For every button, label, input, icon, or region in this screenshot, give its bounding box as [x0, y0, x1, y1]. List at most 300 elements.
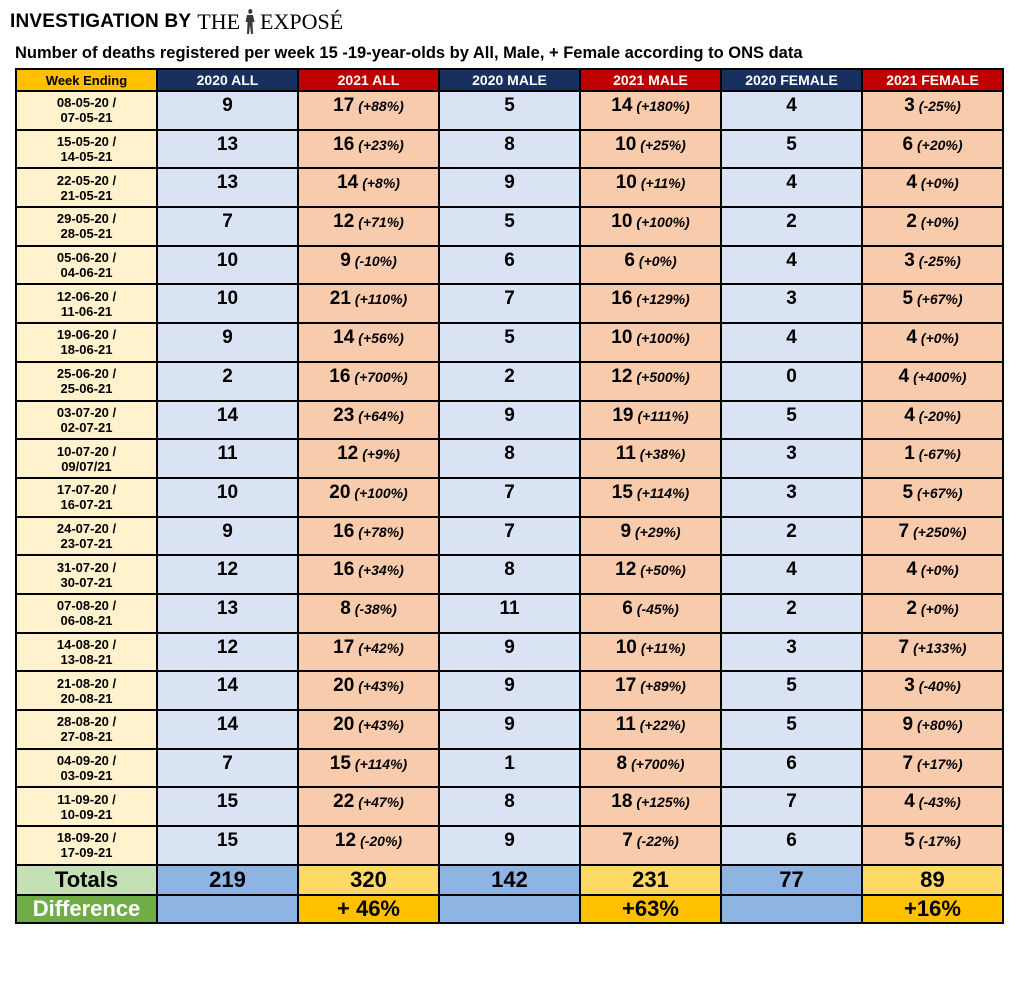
value-2021-male-change: (+700%)	[631, 755, 685, 772]
value-2021-male-change: (+500%)	[636, 368, 690, 385]
week-2020: 21-08-20 /	[56, 675, 117, 691]
value-2021-female-change: (+0%)	[920, 214, 959, 231]
table-row	[16, 439, 1003, 478]
week-2020: 19-06-20 /	[56, 327, 117, 343]
value-2021-female-change: (+20%)	[917, 136, 963, 153]
value-2021-male-change: (+89%)	[640, 678, 686, 695]
value-2020-all: 9	[222, 95, 233, 116]
week-2021: 14-05-21	[60, 149, 113, 165]
value-2021-all: 16	[333, 133, 355, 155]
value-2020-all-cell	[157, 787, 298, 826]
value-2021-male-cell	[580, 710, 721, 749]
value-2021-male-cell	[580, 826, 721, 865]
value-2021-female-cell	[862, 749, 1003, 788]
value-2020-male-cell	[439, 594, 580, 633]
value-2021-male-cell	[580, 671, 721, 710]
value-2021-male-cell	[580, 439, 721, 478]
week-2021: 07-05-21	[60, 110, 113, 126]
value-2020-male: 9	[504, 830, 515, 852]
week-2021: 03-09-21	[60, 768, 113, 784]
value-2021-male: 17	[615, 675, 637, 697]
value-2020-all-cell	[157, 671, 298, 710]
value-2021-female: 7	[898, 520, 910, 542]
value-2021-male-cell	[580, 362, 721, 401]
value-2021-all-cell	[298, 826, 439, 865]
value-2021-all: 12	[337, 443, 359, 465]
value-2020-female-cell	[721, 671, 862, 710]
brand-right: EXPOSÉ	[260, 9, 344, 34]
value-2021-male: 11	[615, 443, 636, 465]
total-2020-all: 219	[157, 865, 298, 895]
value-2021-female: 3	[904, 249, 915, 271]
value-2021-female-change: (+400%)	[913, 368, 967, 385]
value-2020-all: 9	[222, 327, 233, 349]
value-2020-male: 9	[504, 172, 515, 194]
value-2021-male-cell	[580, 323, 721, 362]
brand-left: THE	[197, 9, 241, 34]
value-2021-female: 4	[904, 791, 915, 813]
difference-2020-all	[157, 895, 298, 923]
value-2020-all-cell	[157, 439, 298, 478]
value-2021-male-cell	[580, 633, 721, 672]
value-2021-female: 2	[906, 211, 917, 233]
difference-label: Difference	[16, 895, 157, 923]
week-2020: 15-05-20 /	[56, 134, 117, 150]
total-2020-female: 77	[721, 865, 862, 895]
value-2021-female-cell	[862, 323, 1003, 362]
week-2020: 08-05-20 /	[56, 95, 117, 111]
value-2020-male-cell	[439, 710, 580, 749]
table-row	[16, 246, 1003, 285]
value-2021-female-cell	[862, 517, 1003, 556]
value-2020-male: 9	[504, 404, 515, 426]
col-header-week-ending: Week Ending	[16, 69, 157, 91]
value-2021-male: 10	[615, 133, 637, 155]
value-2020-female-cell	[721, 401, 862, 440]
value-2020-male-cell	[439, 401, 580, 440]
investigation-label: INVESTIGATION BY	[10, 11, 192, 32]
value-2021-female-cell	[862, 555, 1003, 594]
value-2021-male: 12	[611, 365, 633, 387]
value-2021-female: 5	[902, 288, 914, 310]
value-2021-all-cell	[298, 671, 439, 710]
value-2021-female-change: (+80%)	[917, 717, 963, 733]
value-2020-male-cell	[439, 246, 580, 285]
value-2020-all-cell	[157, 207, 298, 246]
value-2021-female-cell	[862, 130, 1003, 169]
table-row	[16, 826, 1003, 865]
week-ending-cell	[16, 555, 157, 594]
value-2021-all-cell	[298, 323, 439, 362]
difference-row	[16, 895, 1003, 923]
value-2020-female: 0	[786, 365, 797, 387]
value-2020-male: 8	[504, 443, 515, 465]
value-2020-female: 2	[786, 597, 797, 619]
value-2021-all-change: (+34%)	[358, 562, 404, 579]
value-2020-female-cell	[721, 749, 862, 788]
value-2020-female: 4	[786, 249, 797, 271]
value-2020-male: 5	[504, 327, 515, 349]
value-2020-female: 4	[786, 327, 797, 349]
week-2021: 28-05-21	[60, 226, 113, 242]
value-2020-all: 12	[216, 636, 239, 658]
value-2020-female: 2	[786, 211, 797, 233]
value-2020-all: 15	[216, 830, 239, 852]
week-ending-cell	[16, 826, 157, 865]
value-2020-male: 8	[504, 791, 515, 813]
value-2021-male-cell	[580, 787, 721, 826]
value-2021-male-change: (+11%)	[640, 175, 686, 192]
week-2020: 05-06-20 /	[56, 250, 117, 266]
value-2021-female-change: (-25%)	[918, 98, 961, 114]
week-2020: 31-07-20 /	[56, 559, 117, 575]
value-2021-male-change: (+100%)	[636, 214, 690, 231]
figure-icon	[241, 8, 259, 36]
value-2021-all-cell	[298, 594, 439, 633]
value-2021-female-change: (+250%)	[913, 523, 967, 540]
week-2020: 18-09-20 /	[56, 830, 117, 846]
value-2021-all-cell	[298, 633, 439, 672]
value-2021-all-change: (+700%)	[354, 368, 408, 385]
total-2021-all: 320	[298, 865, 439, 895]
value-2020-all: 15	[216, 791, 239, 813]
value-2021-all: 8	[340, 597, 351, 619]
value-2020-female: 6	[786, 752, 797, 774]
value-2020-all: 14	[216, 714, 239, 735]
value-2020-female: 5	[786, 133, 797, 155]
value-2021-all: 20	[329, 481, 351, 503]
week-ending-cell	[16, 246, 157, 285]
week-2021: 25-06-21	[60, 381, 113, 397]
value-2020-female: 2	[786, 520, 797, 542]
value-2021-male: 7	[622, 830, 633, 852]
value-2020-male-cell	[439, 517, 580, 556]
value-2021-female: 5	[902, 481, 914, 503]
value-2021-male-change: (+129%)	[636, 291, 690, 308]
value-2021-male: 8	[616, 752, 628, 774]
week-2021: 27-08-21	[60, 729, 113, 745]
value-2020-female-cell	[721, 207, 862, 246]
value-2020-female-cell	[721, 633, 862, 672]
value-2021-female-change: (+0%)	[920, 175, 959, 192]
value-2021-male: 10	[611, 211, 633, 233]
week-ending-cell	[16, 91, 157, 130]
value-2020-male: 7	[504, 520, 515, 542]
value-2021-male-change: (+22%)	[639, 717, 686, 733]
value-2020-all-cell	[157, 478, 298, 517]
week-ending-cell	[16, 439, 157, 478]
value-2020-male-cell	[439, 633, 580, 672]
value-2020-male-cell	[439, 826, 580, 865]
value-2021-male: 6	[624, 249, 635, 271]
value-2021-male-cell	[580, 168, 721, 207]
week-ending-cell	[16, 130, 157, 169]
value-2020-male: 2	[504, 365, 515, 387]
value-2020-female-cell	[721, 478, 862, 517]
value-2021-female-cell	[862, 246, 1003, 285]
value-2021-all-change: (+71%)	[358, 214, 404, 231]
value-2021-female-cell	[862, 633, 1003, 672]
value-2020-female-cell	[721, 439, 862, 478]
value-2021-all-change: (+114%)	[354, 755, 408, 772]
value-2021-all-change: (+47%)	[358, 794, 404, 811]
value-2020-all-cell	[157, 555, 298, 594]
value-2020-female: 3	[786, 288, 797, 310]
value-2021-male-cell	[580, 478, 721, 517]
col-header-2021-female: 2021 FEMALE	[862, 69, 1003, 91]
value-2020-all: 2	[222, 365, 233, 387]
value-2021-male-cell	[580, 594, 721, 633]
value-2021-male-cell	[580, 749, 721, 788]
value-2020-all: 13	[216, 133, 239, 155]
value-2021-female-change: (+133%)	[913, 639, 967, 656]
week-2021: 11-06-21	[60, 303, 113, 319]
value-2021-all: 16	[329, 365, 351, 387]
value-2020-female-cell	[721, 130, 862, 169]
week-2021: 21-05-21	[60, 187, 113, 203]
value-2020-female: 5	[786, 675, 797, 697]
value-2020-male: 11	[499, 597, 520, 619]
table-row	[16, 168, 1003, 207]
week-2020: 12-06-20 /	[56, 288, 117, 304]
value-2021-male: 12	[615, 559, 637, 581]
week-2020: 28-08-20 /	[56, 714, 117, 730]
value-2021-male-change: (+50%)	[640, 562, 686, 579]
page-header	[10, 4, 343, 40]
week-2021: 13-08-21	[60, 651, 113, 667]
value-2021-female-cell	[862, 168, 1003, 207]
value-2020-female-cell	[721, 246, 862, 285]
value-2021-all-cell	[298, 168, 439, 207]
table-title: Number of deaths registered per week 15 -19-year-olds by All, Male, + Female according to ONS data	[15, 44, 803, 62]
value-2020-all-cell	[157, 362, 298, 401]
week-ending-cell	[16, 207, 157, 246]
value-2020-all-cell	[157, 749, 298, 788]
week-2021: 09/07/21	[61, 458, 112, 474]
week-ending-cell	[16, 594, 157, 633]
value-2020-male-cell	[439, 284, 580, 323]
value-2021-female-cell	[862, 826, 1003, 865]
value-2021-female-change: (-20%)	[918, 407, 961, 424]
value-2020-all-cell	[157, 323, 298, 362]
value-2020-female-cell	[721, 91, 862, 130]
value-2021-male: 15	[611, 481, 633, 503]
table-row	[16, 207, 1003, 246]
total-2021-male: 231	[580, 865, 721, 895]
value-2021-male-change: (+114%)	[636, 484, 690, 501]
value-2021-all-change: (+56%)	[358, 330, 404, 347]
value-2021-all-cell	[298, 362, 439, 401]
value-2021-female-cell	[862, 439, 1003, 478]
value-2021-all-change: (+9%)	[362, 446, 400, 463]
value-2021-male-cell	[580, 91, 721, 130]
value-2020-all-cell	[157, 633, 298, 672]
value-2021-male: 10	[615, 636, 637, 658]
value-2020-male-cell	[439, 478, 580, 517]
week-2020: 17-07-20 /	[56, 482, 117, 498]
value-2021-female-change: (+17%)	[917, 755, 963, 772]
value-2021-male-change: (+125%)	[636, 794, 690, 811]
value-2021-female-cell	[862, 671, 1003, 710]
value-2021-male: 19	[612, 404, 634, 426]
value-2021-male-cell	[580, 284, 721, 323]
value-2021-female-change: (-67%)	[918, 446, 961, 463]
value-2020-male-cell	[439, 787, 580, 826]
value-2021-male: 10	[615, 172, 637, 194]
value-2020-all: 12	[216, 559, 239, 581]
value-2021-all-change: (+42%)	[358, 639, 404, 656]
value-2021-female: 3	[904, 95, 915, 116]
week-2021: 16-07-21	[60, 497, 113, 513]
value-2021-all-change: (+110%)	[354, 291, 408, 308]
table-row	[16, 517, 1003, 556]
week-ending-cell	[16, 787, 157, 826]
week-2021: 30-07-21	[60, 574, 113, 590]
week-ending-cell	[16, 478, 157, 517]
brand-logo	[197, 8, 343, 36]
value-2021-female-cell	[862, 710, 1003, 749]
value-2021-all: 14	[337, 172, 359, 194]
value-2020-male: 7	[504, 288, 515, 310]
table-row	[16, 710, 1003, 749]
difference-male: +63%	[580, 895, 721, 923]
value-2021-all-cell	[298, 710, 439, 749]
value-2021-all-cell	[298, 517, 439, 556]
value-2021-male-cell	[580, 130, 721, 169]
value-2020-female-cell	[721, 323, 862, 362]
value-2021-all-cell	[298, 246, 439, 285]
value-2020-male: 8	[504, 133, 515, 155]
value-2021-female: 1	[904, 443, 915, 465]
value-2021-male-cell	[580, 401, 721, 440]
value-2020-female-cell	[721, 555, 862, 594]
value-2021-male-cell	[580, 555, 721, 594]
week-2021: 20-08-21	[60, 690, 113, 706]
table-row	[16, 749, 1003, 788]
value-2021-male-change: (+180%)	[636, 98, 690, 114]
value-2020-male: 5	[504, 95, 515, 116]
value-2021-all: 23	[333, 404, 355, 426]
value-2020-male: 9	[504, 714, 515, 735]
col-header-2020-male: 2020 MALE	[439, 69, 580, 91]
value-2020-all: 11	[217, 443, 238, 465]
value-2021-male-change: (+100%)	[636, 330, 690, 347]
value-2020-all: 10	[216, 249, 239, 271]
value-2021-male: 16	[611, 288, 633, 310]
value-2020-female: 4	[786, 559, 797, 581]
week-2021: 17-09-21	[60, 845, 113, 861]
value-2020-female: 7	[786, 791, 797, 813]
value-2020-all-cell	[157, 517, 298, 556]
difference-2020-female	[721, 895, 862, 923]
value-2021-all: 12	[333, 211, 355, 233]
value-2021-male-cell	[580, 517, 721, 556]
value-2021-all-cell	[298, 439, 439, 478]
value-2021-all-change: (+100%)	[354, 484, 408, 501]
value-2021-female-change: (-40%)	[918, 678, 961, 695]
value-2020-male-cell	[439, 362, 580, 401]
value-2021-all-cell	[298, 284, 439, 323]
week-2020: 29-05-20 /	[56, 211, 117, 227]
value-2021-male-change: (+29%)	[635, 523, 681, 540]
value-2021-male: 14	[611, 95, 633, 116]
value-2021-male-change: (+25%)	[640, 136, 686, 153]
value-2020-all-cell	[157, 168, 298, 207]
header-row	[16, 69, 1003, 91]
value-2020-male: 5	[504, 211, 515, 233]
value-2021-all: 9	[340, 249, 351, 271]
value-2021-female: 6	[902, 133, 914, 155]
value-2020-all: 7	[222, 211, 233, 233]
value-2020-all: 13	[216, 172, 239, 194]
value-2020-female-cell	[721, 168, 862, 207]
value-2020-female: 4	[786, 95, 797, 116]
col-header-2020-all: 2020 ALL	[157, 69, 298, 91]
value-2020-all-cell	[157, 710, 298, 749]
value-2021-male-cell	[580, 246, 721, 285]
value-2020-all: 13	[216, 597, 239, 619]
value-2020-male: 1	[504, 752, 515, 774]
value-2021-all-cell	[298, 478, 439, 517]
value-2021-female-change: (-43%)	[918, 794, 961, 811]
week-ending-cell	[16, 671, 157, 710]
value-2020-male-cell	[439, 439, 580, 478]
value-2021-all-cell	[298, 91, 439, 130]
value-2020-male: 9	[504, 636, 515, 658]
value-2021-male-change: (-22%)	[636, 833, 679, 850]
week-2020: 04-09-20 /	[56, 753, 117, 769]
value-2020-all-cell	[157, 401, 298, 440]
week-ending-cell	[16, 633, 157, 672]
value-2020-female: 4	[786, 172, 797, 194]
totals-label: Totals	[16, 865, 157, 895]
value-2020-all: 14	[216, 404, 239, 426]
col-header-2020-female: 2020 FEMALE	[721, 69, 862, 91]
value-2020-male-cell	[439, 91, 580, 130]
value-2020-all-cell	[157, 91, 298, 130]
value-2020-male-cell	[439, 749, 580, 788]
difference-female: +16%	[862, 895, 1003, 923]
week-ending-cell	[16, 323, 157, 362]
value-2021-female-cell	[862, 362, 1003, 401]
value-2021-all-change: (-38%)	[354, 600, 397, 617]
week-ending-cell	[16, 749, 157, 788]
value-2021-female-cell	[862, 401, 1003, 440]
table-row	[16, 555, 1003, 594]
table-row	[16, 478, 1003, 517]
total-2021-female: 89	[862, 865, 1003, 895]
value-2020-female: 3	[786, 481, 797, 503]
value-2021-male-change: (+111%)	[637, 407, 689, 424]
value-2021-female: 9	[902, 714, 914, 735]
value-2020-female-cell	[721, 710, 862, 749]
value-2021-female: 2	[906, 597, 917, 619]
value-2021-all-change: (+43%)	[358, 717, 404, 733]
difference-2020-male	[439, 895, 580, 923]
value-2020-female-cell	[721, 594, 862, 633]
value-2020-female: 5	[786, 404, 797, 426]
value-2021-all: 14	[333, 327, 355, 349]
value-2021-male: 18	[611, 791, 633, 813]
week-2020: 14-08-20 /	[56, 636, 117, 652]
value-2021-male-change: (+11%)	[640, 639, 686, 656]
col-header-2021-all: 2021 ALL	[298, 69, 439, 91]
value-2020-all-cell	[157, 594, 298, 633]
value-2021-female: 5	[904, 830, 915, 852]
total-2020-male: 142	[439, 865, 580, 895]
value-2021-female-change: (-25%)	[918, 252, 961, 269]
week-ending-cell	[16, 401, 157, 440]
